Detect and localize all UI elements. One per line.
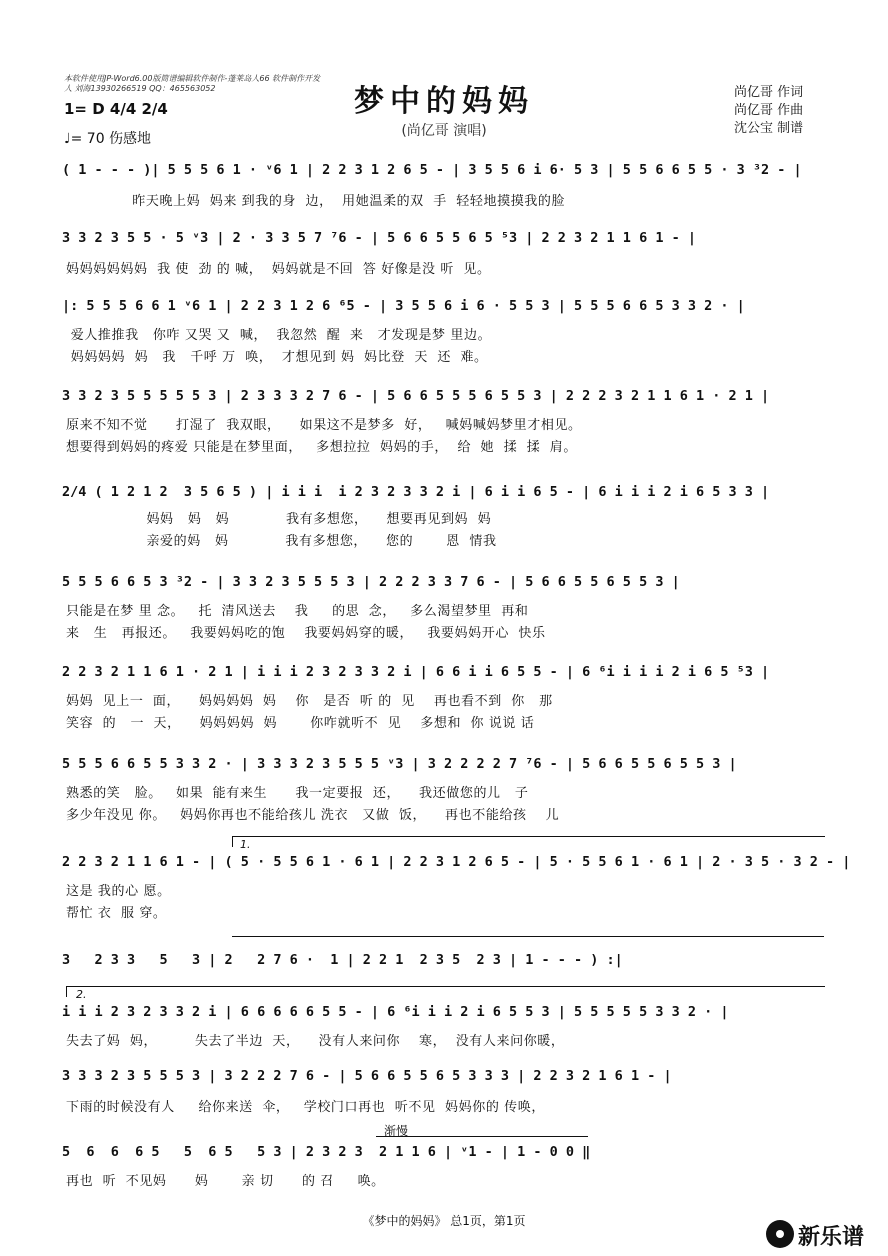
lyric-line-5a: 妈妈 妈 妈 我有多想您， 想要再见到妈 妈 [66,512,492,527]
logo-text: 新乐谱 [798,1225,865,1250]
volta-2-label: 2. [76,988,87,1001]
lyric-line-6b: 来 生 再报还。 我要妈妈吃的饱 我要妈妈穿的暖， 我要妈妈开心 快乐 [66,626,546,641]
lyric-line-9a: 这是 我的心 愿。 [66,884,171,899]
lyric-line-2a: 妈妈妈妈妈妈 我 使 劲 的 喊， 妈妈就是不回 答 好像是没 听 见。 [66,262,491,277]
volta-1-label: 1. [240,838,251,851]
lyric-line-4b: 想要得到妈妈的疼爱 只能是在梦里面， 多想拉拉 妈妈的手， 给 她 揉 揉 肩。 [66,440,577,455]
lyric-line-3a: 爱人推推我 你咋 又哭 又 喊， 我忽然 醒 来 才发现是梦 里边。 [66,328,492,343]
key-signature: 1= D 4/4 2/4 [64,100,168,118]
lyric-line-3b: 妈妈妈妈 妈 我 千呼 万 唤， 才想见到 妈 妈比登 天 还 难。 [66,350,488,365]
credits [734,84,803,138]
notation-line-4: 3 3 2 3 5 5 5 5 5 3 | 2 3 3 3 2 7 6 - | 5 6 6 5 5 5 6 5 5 3 | 2 2 2 3 2 1 1 6 1 · 2 1 | [62,388,770,404]
ritardando-mark: 渐慢 [384,1124,409,1138]
lyric-line-11a: 失去了妈 妈， 失去了半边 天， 没有人来问你 寒， 没有人来问你暖， [66,1034,565,1049]
ritardando-line [376,1136,588,1137]
software-note: 本软件使用JP-Word6.00版简谱编辑软件制作-蓬莱岛人66 软件制作开发人 刘海13930266519 QQ：465563052 [64,74,321,93]
composer: 尚亿哥 作曲 [734,103,804,118]
lyric-line-9b: 帮忙 衣 服 穿。 [66,906,167,921]
notation-line-13: 5 6 6 6 5 5 6 5 5 3 | 2 3 2 3 2 1 1 6 | ᵛ1 - | 1 - 0 0 ‖ [62,1144,591,1160]
notation-line-1: ( 1 - - - )| 5 5 5 6 1 · ᵛ6 1 | 2 2 3 1 2 6 5 - | 3 5 5 6 i 6· 5 3 | 5 5 6 6 5 5 · 3 ³2 - | [62,162,802,178]
singer: (尚亿哥 演唱) [401,123,487,139]
notation-line-12: 3 3 3 2 3 5 5 5 3 | 3 2 2 2 7 6 - | 5 6 6 5 5 6 5 3 3 3 | 2 2 3 2 1 6 1 - | [62,1068,672,1084]
notation-line-2: 3 3 2 3 5 5 · 5 ᵛ3 | 2 · 3 3 5 7 ⁷6 - | 5 6 6 5 5 6 5 ⁵3 | 2 2 3 2 1 1 6 1 - | [62,230,696,246]
notation-line-9: 2 2 3 2 1 1 6 1 - | ( 5 · 5 5 6 1 · 6 1 | 2 2 3 1 2 6 5 - | 5 · 5 5 6 1 · 6 1 | 2 · 3 5 · 3 2 - | [62,854,851,870]
song-title: 梦中的妈妈 [354,84,534,119]
lyric-line-7a: 妈妈 见上一 面， 妈妈妈妈 妈 你 是否 听 的 见 再也看不到 你 那 [66,694,553,709]
lyric-line-7b: 笑容 的 一 天， 妈妈妈妈 妈 你咋就听不 见 多想和 你 说说 话 [66,716,535,731]
lyric-line-1a: 昨天晚上妈 妈来 到我的身 边， 用她温柔的双 手 轻轻地摸摸我的脸 [66,194,566,209]
logo-disc-icon [766,1220,794,1248]
notation-line-6: 5 5 5 6 6 5 3 ³2 - | 3 3 2 3 5 5 5 3 | 2 2 2 3 3 7 6 - | 5 6 6 5 5 6 5 5 3 | [62,574,680,590]
volta-bracket-1 [232,836,825,847]
page-footer: 《梦中的妈妈》 总1页，第1页 [362,1214,526,1228]
volta-bracket-2 [66,986,825,997]
lyric-line-8a: 熟悉的笑 脸。 如果 能有来生 我一定要报 还， 我还做您的儿 子 [66,786,529,801]
lyric-line-6a: 只能是在梦 里 念。 托 清风送去 我 的思 念， 多么渴望梦里 再和 [66,604,529,619]
notation-line-7: 2 2 3 2 1 1 6 1 · 2 1 | i i i 2 3 2 3 3 2 i | 6 6 i i 6 5 5 - | 6 ⁶i i i i 2 i 6 5 ⁵3 | [62,664,770,680]
lyricist: 尚亿哥 作词 [734,85,804,100]
lyric-line-5b: 亲爱的妈 妈 我有多想您， 您的 恩 情我 [66,534,497,549]
notation-line-8: 5 5 5 6 6 5 5 3 3 2 · | 3 3 3 2 3 5 5 5 ᵛ3 | 3 2 2 2 2 7 ⁷6 - | 5 6 6 5 5 6 5 5 3 | [62,756,737,772]
notation-line-11: i i i 2 3 2 3 3 2 i | 6 6 6 6 6 5 5 - | 6 ⁶i i i 2 i 6 5 5 3 | 5 5 5 5 5 3 3 2 · | [62,1004,729,1020]
lyric-line-12a: 下雨的时候没有人 给你来送 伞， 学校门口再也 听不见 妈妈你的 传唤， [66,1100,545,1115]
volta-1-end [232,936,824,937]
notation-line-5: 2/4 ( 1 2 1 2 3 5 6 5 ) | i i i i 2 3 2 3 3 2 i | 6 i i 6 5 - | 6 i i i 2 i 6 5 3 3 | [62,484,770,500]
lyric-line-8b: 多少年没见 你。 妈妈你再也不能给孩儿 洗衣 又做 饭， 再也不能给孩 儿 [66,808,560,823]
notation-line-3: |: 5 5 5 6 6 1 ᵛ6 1 | 2 2 3 1 2 6 ⁶5 - | 3 5 5 6 i 6 · 5 5 3 | 5 5 5 6 6 5 3 3 2 · | [62,298,745,314]
lyric-line-4a: 原来不知不觉 打湿了 我双眼， 如果这不是梦多 好， 喊妈喊妈梦里才相见。 [66,418,582,433]
lyric-line-13a: 再也 听 不见妈 妈 亲 切 的 召 唤。 [66,1174,385,1189]
notation-line-10: 3 2 3 3 5 3 | 2 2 7 6 · 1 | 2 2 1 2 3 5 2 3 | 1 - - - ) :| [62,952,623,968]
tempo-marking: ♩= 70 伤感地 [64,131,152,147]
site-logo [764,1218,884,1252]
arranger: 沈公宝 制谱 [734,121,804,136]
